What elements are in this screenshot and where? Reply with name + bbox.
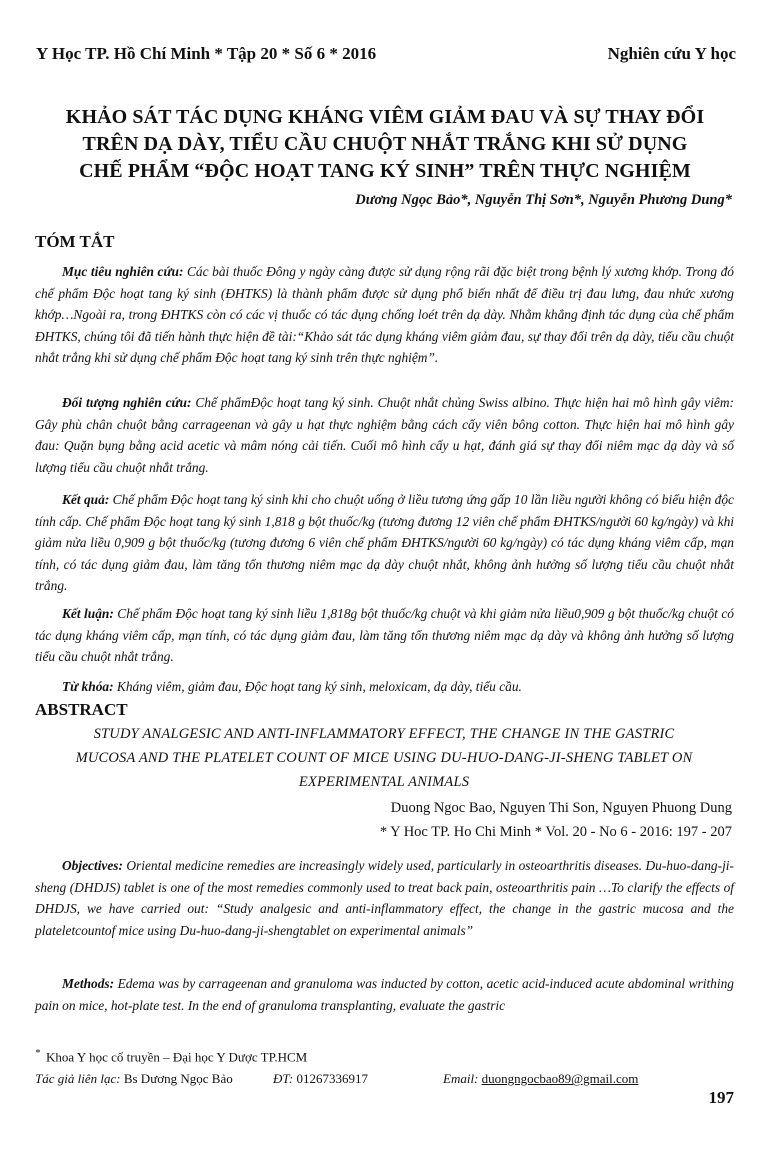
journal-name: Y Học TP. Hồ Chí Minh * Tập 20 * Số 6 * 2016	[36, 44, 377, 63]
citation: * Y Hoc TP. Ho Chi Minh * Vol. 20 - No 6 - 2016: 197 - 207	[379, 824, 732, 840]
abstract-methods-text: Edema was by carrageenan and granuloma was inducted by cotton, acetic acid-induced acute abdominal writhing pain on mice, hot-plate test. In the end of granuloma transplanting, evaluate the gastric	[35, 976, 734, 1013]
contact-name: Bs Dương Ngọc Bảo	[123, 1071, 233, 1087]
email-link[interactable]: duongngocbao89@gmail.com	[481, 1071, 639, 1087]
email-label: Email:	[443, 1071, 479, 1087]
abstract-objectives-label: Objectives:	[62, 858, 123, 874]
footnote-marker: *	[35, 1048, 40, 1059]
phone-number: 01267336917	[296, 1071, 368, 1087]
english-authors: Duong Ngoc Bao, Nguyen Thi Son, Nguyen Phuong Dung	[390, 800, 732, 816]
objectives-text: Các bài thuốc Đông y ngày càng được sử dụng rộng rãi đặc biệt trong bệnh lý xương khớp. Trong đó chế phẩm Độc hoạt tang ký sinh (ĐHTKS) là thành phẩm được sử dụng phổ biến nhất để điều trị đau lưng, đau nhức xương khớp…Ngoài ra, trong ĐHTKS còn có các vị thuốc có tác dụng chống loét trên dạ dày. Nhằm khẳng định tác dụng của chế phẩm ĐHTKS, chúng tôi đã tiến hành thực hiện đề tài:“Khảo sát tác dụng kháng viêm giảm đau, sự thay đổi trên dạ dày, tiểu cầu chuột nhắt trắng khi sử dụng chế phẩm Độc hoạt tang ký sinh trên thực nghiệm”.	[35, 264, 735, 366]
summary-keywords	[35, 676, 734, 697]
summary-results	[35, 489, 734, 596]
english-authors-block	[380, 796, 732, 844]
objectives-label: Mục tiêu nghiên cứu:	[62, 264, 184, 280]
contact-note	[35, 1068, 736, 1090]
english-title-line: MUCOSA AND THE PLATELET COUNT OF MICE USING DU-HUO-DANG-JI-SHENG TABLET ON	[75, 750, 693, 766]
summary-heading: TÓM TẮT	[35, 232, 115, 251]
contact-label: Tác giả liên lạc:	[35, 1071, 121, 1087]
english-title-line: STUDY ANALGESIC AND ANTI-INFLAMMATORY EFFECT, THE CHANGE IN THE GASTRIC	[93, 726, 675, 742]
summary-subjects	[35, 392, 734, 478]
footnotes	[35, 1043, 736, 1090]
subjects-text: Chế phẩmĐộc hoạt tang ký sinh. Chuột nhắt chủng Swiss albino. Thực hiện hai mô hình gây viêm: Gây phù chân chuột bằng carrageenan và gây u hạt thực nghiệm bằng cách cấy viên bông cotton. Thực hiện hai mô hình gây đau: Quặn bụng bằng acid acetic và mâm nóng cải tiến. Cuối mô hình cấy u hạt, đánh giá sự thay đổi niêm mạc dạ dày và số lượng tiểu cầu chuột nhắt trắng.	[35, 395, 734, 475]
summary-conclusion	[35, 603, 734, 667]
conclusion-text: Chế phẩm Độc hoạt tang ký sinh liều 1,818g bột thuốc/kg chuột và khi giảm nửa liều0,909 g bột thuốc/kg chuột có tác dụng kháng viêm cấp, mạn tính, có tác dụng giảm đau, làm tăng tổn thương niêm mạc dạ dày và không ảnh hưởng số lượng tiểu cầu chuột nhắt trắng.	[35, 606, 734, 665]
english-title	[36, 722, 732, 794]
subjects-label: Đối tượng nghiên cứu:	[62, 395, 192, 411]
abstract-methods	[35, 973, 734, 1016]
english-title-line: EXPERIMENTAL ANIMALS	[298, 774, 470, 790]
keywords-text: Kháng viêm, giảm đau, Độc hoạt tang ký sinh, meloxicam, dạ dày, tiểu cầu.	[116, 679, 522, 695]
running-header	[36, 44, 736, 64]
section-name: Nghiên cứu Y học	[607, 44, 736, 63]
affiliation-note	[35, 1043, 736, 1068]
results-label: Kết quả:	[62, 492, 110, 508]
title-line: KHẢO SÁT TÁC DỤNG KHÁNG VIÊM GIẢM ĐAU VÀ SỰ THAY ĐỔI	[65, 106, 705, 128]
abstract-methods-label: Methods:	[62, 976, 115, 992]
affiliation: Khoa Y học cổ truyền – Đại học Y Dược TP.HCM	[46, 1049, 308, 1065]
keywords-label: Từ khóa:	[62, 679, 114, 695]
summary-objectives	[35, 261, 734, 368]
conclusion-label: Kết luận:	[62, 606, 114, 622]
phone-label: ĐT:	[273, 1071, 294, 1087]
abstract-objectives-text: Oriental medicine remedies are increasingly widely used, particularly in osteoarthritis diseases. Du-huo-dang-ji-sheng (DHDJS) tablet is one of the most remedies commonly used to treat back pain, osteoarthritis pain …To clarify the effects of DHDJS, we have carried out: “Study analgesic and anti-inflammatory effect, the change in the gastric mucosa and the plateletcountof mice using Du-huo-dang-ji-shengtablet on experimental animals”	[35, 858, 734, 938]
abstract-heading: ABSTRACT	[35, 700, 128, 719]
title-line: CHẾ PHẨM “ĐỘC HOẠT TANG KÝ SINH” TRÊN THỰC NGHIỆM	[79, 160, 691, 182]
author-list: Dương Ngọc Bảo*, Nguyễn Thị Sơn*, Nguyễn Phương Dung*	[355, 192, 732, 208]
page-number: 197	[708, 1088, 734, 1107]
title-line: TRÊN DẠ DÀY, TIỂU CẦU CHUỘT NHẮT TRẮNG KHI SỬ DỤNG	[82, 133, 688, 155]
article-title	[40, 104, 730, 185]
results-text: Chế phẩm Độc hoạt tang ký sinh khi cho chuột uống ở liều tương ứng gấp 10 lần liều người không có biểu hiện độc tính cấp. Chế phẩm Độc hoạt tang ký sinh 1,818 g bột thuốc/kg (tương đương 12 viên chế phẩm ĐHTKS/người 60 kg/ngày) và khi giảm nửa liều 0,909 g bột thuốc/kg (tương đương 6 viên chế phẩm ĐHTKS/người 60 kg/ngày) có tác dụng kháng viêm cấp, mạn tính, có tác dụng giảm đau, làm tăng tổn thương niêm mạc dạ dày chuột nhắt, không ảnh hưởng số lượng tiểu cầu chuột nhắt trắng.	[35, 492, 734, 594]
abstract-objectives	[35, 855, 734, 941]
